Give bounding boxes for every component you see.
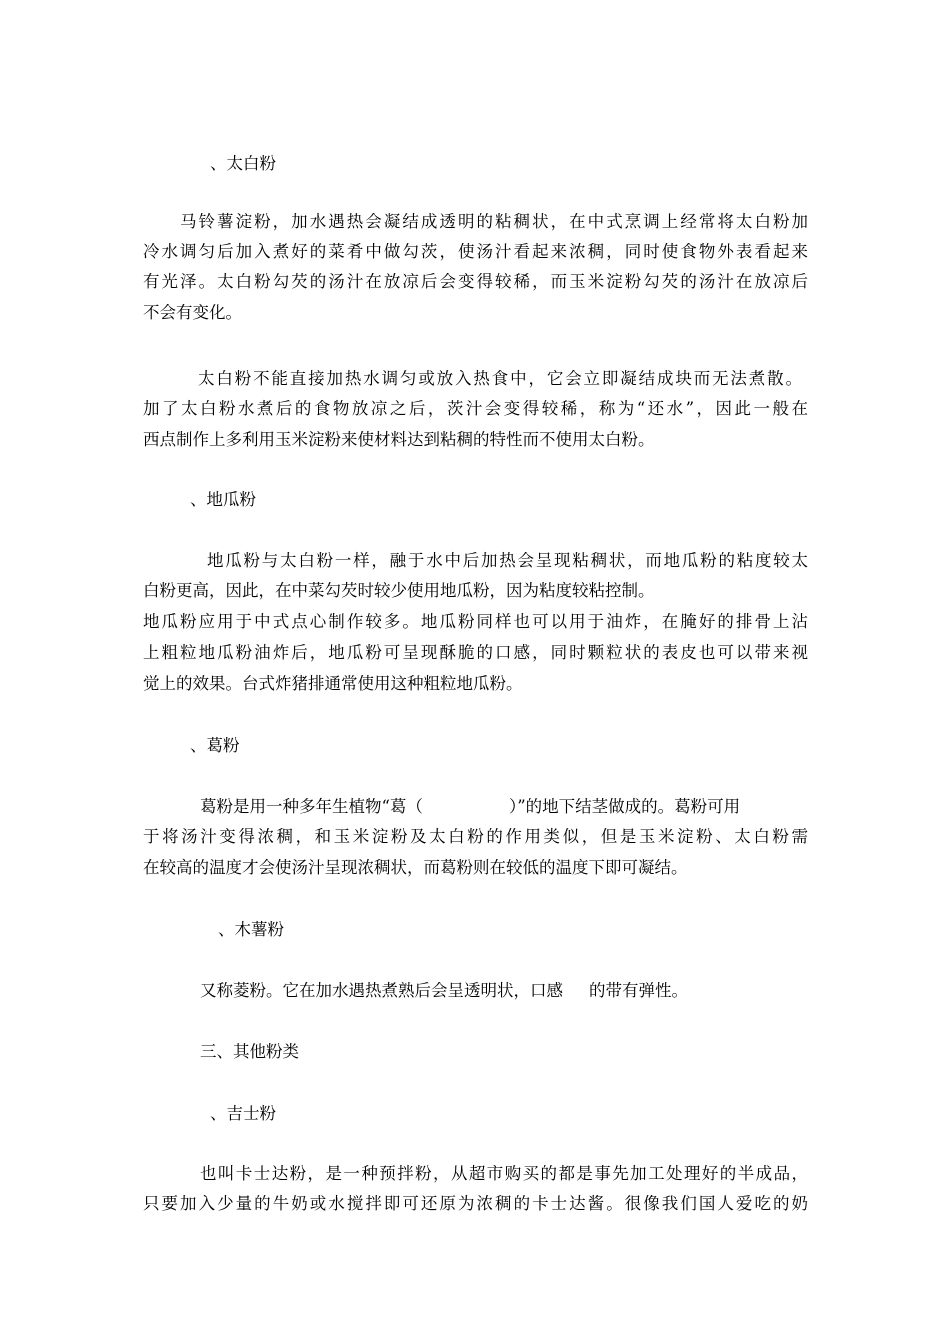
text-fragment: 的带有弹性。 <box>589 981 688 1000</box>
section-heading-ge: 、葛粉 <box>190 736 240 755</box>
text-fragment: ）”的地下结茎做成的。葛粉可用 <box>508 797 741 816</box>
paragraph-line: 冷水调匀后加入煮好的菜肴中做勾茨，使汤汁看起来浓稠，同时使食物外表看起来 <box>143 242 808 261</box>
paragraph-line: 在较高的温度才会使汤汁呈现浓稠状，而葛粉则在较低的温度下即可凝结。 <box>143 858 688 877</box>
paragraph-line: 上粗粒地瓜粉油炸后，地瓜粉可呈现酥脆的口感，同时颗粒状的表皮也可以带来视 <box>143 643 808 662</box>
paragraph-line: 西点制作上多利用玉米淀粉来使材料达到粘稠的特性而不使用太白粉。 <box>143 430 655 449</box>
paragraph-line: 马铃薯淀粉，加水遇热会凝结成透明的粘稠状，在中式烹调上经常将太白粉加 <box>180 212 808 231</box>
paragraph-line: 觉上的效果。台式炸猪排通常使用这种粗粒地瓜粉。 <box>143 674 523 693</box>
section-heading-jishi: 、吉士粉 <box>210 1104 276 1123</box>
paragraph-line: 地瓜粉应用于中式点心制作较多。地瓜粉同样也可以用于油炸，在腌好的排骨上沾 <box>143 612 808 631</box>
section-heading-digua: 、地瓜粉 <box>190 490 256 509</box>
text-fragment: 葛粉是用一种多年生植物“葛（ <box>200 797 423 816</box>
paragraph-line: 只要加入少量的牛奶或水搅拌即可还原为浓稠的卡士达酱。很像我们国人爱吃的奶 <box>143 1194 808 1213</box>
paragraph-line: 不会有变化。 <box>143 303 242 322</box>
paragraph-line: 也叫卡士达粉，是一种预拌粉，从超市购买的都是事先加工处理好的半成品， <box>200 1164 808 1183</box>
paragraph-line: 于将汤汁变得浓稠，和玉米淀粉及太白粉的作用类似，但是玉米淀粉、太白粉需 <box>143 827 808 846</box>
paragraph-line: 有光泽。太白粉勾芡的汤汁在放凉后会变得较稀，而玉米淀粉勾芡的汤汁在放凉后 <box>143 272 808 291</box>
section-heading-mushu: 、木薯粉 <box>218 920 284 939</box>
text-fragment: 又称菱粉。它在加水遇热煮熟后会呈透明状，口感 <box>200 981 563 1000</box>
paragraph-line: 加了太白粉水煮后的食物放凉之后，茨汁会变得较稀，称为“还水”，因此一般在 <box>143 399 808 418</box>
paragraph-line <box>200 981 865 1001</box>
paragraph-line: 太白粉不能直接加热水调匀或放入热食中，它会立即凝结成块而无法煮散。 <box>198 369 802 388</box>
section-heading-taibai: 、太白粉 <box>210 154 276 173</box>
paragraph-line: 地瓜粉与太白粉一样，融于水中后加热会呈现粘稠状，而地瓜粉的粘度较太 <box>207 551 808 570</box>
paragraph-line: 白粉更高，因此，在中菜勾芡时较少使用地瓜粉，因为粘度较粘控制。 <box>143 581 655 600</box>
section-heading-other: 三、其他粉类 <box>200 1042 299 1061</box>
paragraph-line <box>200 797 865 817</box>
